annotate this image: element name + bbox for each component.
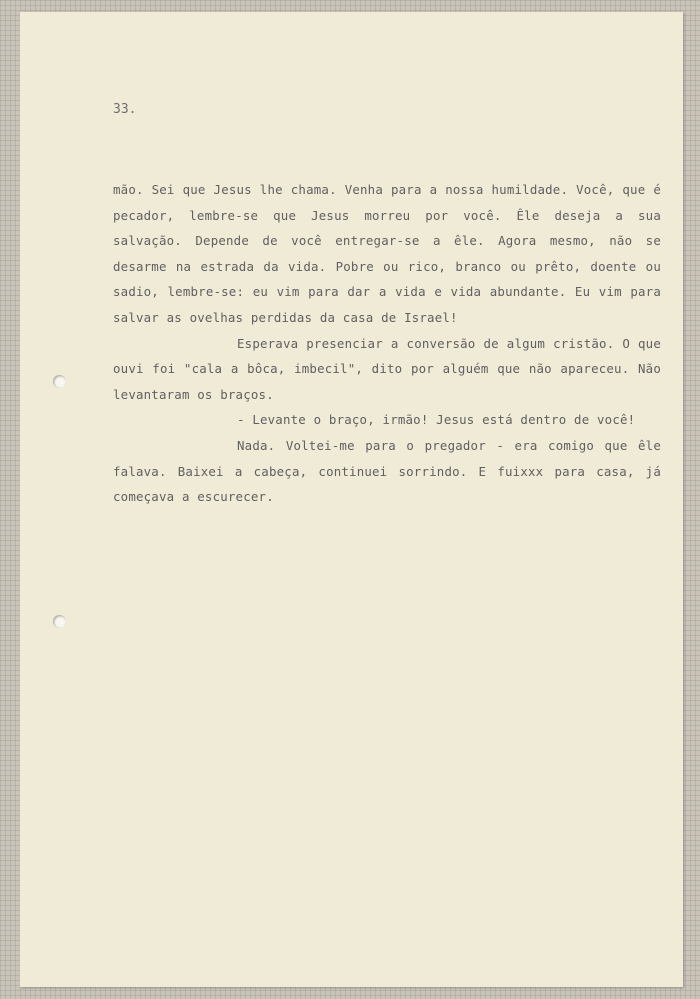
paragraph-2: Esperava presenciar a conversão de algum cristão. O que ouvi foi "cala a bôca, imbecil", dito por alguém que não apareceu. Não levantaram os braços.	[113, 335, 661, 402]
typed-text-body	[113, 177, 661, 510]
paragraph-3: - Levante o braço, irmão! Jesus está dentro de você!	[237, 412, 636, 428]
punch-hole-upper	[53, 375, 66, 388]
paper-sheet	[20, 12, 683, 987]
punch-hole-lower	[53, 615, 66, 628]
paragraph-4: Nada. Voltei-me para o pregador - era comigo que êle falava. Baixei a cabeça, continuei sorrindo. E fuixxx para casa, já começava a escurecer.	[113, 437, 661, 505]
page-number: 33.	[113, 102, 137, 117]
paragraph-1: mão. Sei que Jesus lhe chama. Venha para a nossa humildade. Você, que é pecador, lembre-se que Jesus morreu por você. Êle deseja a sua salvação. Depende de você entregar-se a êle. Agora mesmo, não se desarme na estrada da vida. Pobre ou rico, branco ou prêto, doente ou sadio, lembre-se: eu vim para dar a vida e vida abundante. Eu vim para salvar as ovelhas perdidas da casa de Israel!	[113, 182, 661, 325]
